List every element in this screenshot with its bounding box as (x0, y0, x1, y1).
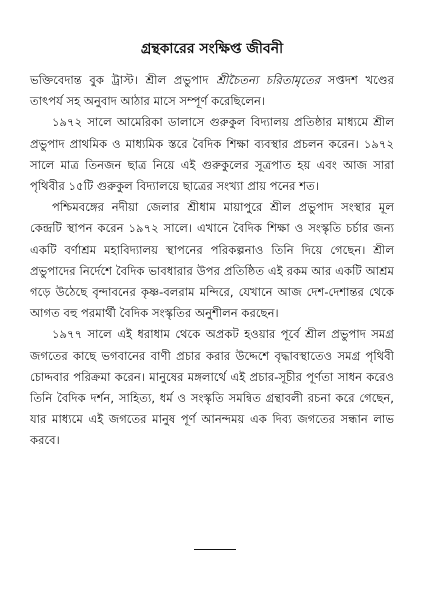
paragraph-1-emphasis: শ্রীচৈতন্য চরিতামৃতের (216, 73, 321, 87)
paragraph-2 (30, 112, 394, 197)
page-heading: গ্রন্থকারের সংক্ষিপ্ত জীবনী (140, 41, 284, 57)
body-text (30, 70, 394, 452)
paragraph-3-text: পশ্চিমবঙ্গের নদীয়া জেলার শ্রীধাম মায়াপুরে শ্রীল প্রভুপাদ সংস্থার মূল কেন্দ্রটি স্থাপন করেন ১৯৭২ সালে। এখানে বৈদিক শিক্ষা ও সংস্কৃতি চর্চার জন্য একটি বর্ণাশ্রম মহাবিদ্যালয় স্থাপনের পরিকল্পনাও তিনি দিয়ে গেছেন। শ্রীল প্রভুপাদের নির্দেশে বৈদিক ভাবধারার উপর প্রতিষ্ঠিত এই রকম আর একটি আশ্রম গড়ে উঠেছে বৃন্দাবনের কৃষ্ণ-বলরাম মন্দিরে, যেখানে আজ দেশ-দেশান্তর থেকে আগত বহু পরমার্থী বৈদিক সংস্কৃতির অনুশীলন করছেন। (30, 200, 394, 321)
paragraph-1 (30, 70, 394, 112)
paragraph-4 (30, 324, 394, 451)
paragraph-2-text: ১৯৭২ সালে আমেরিকা ডালাসে গুরুকুল বিদ্যালয় প্রতিষ্ঠার মাধ্যমে শ্রীল প্রভুপাদ প্রাথমিক ও মাধ্যমিক স্তরে বৈদিক শিক্ষা ব্যবস্থার প্রচলন করেন। ১৯৭২ সালে মাত্র তিনজন ছাত্র নিয়ে এই গুরুকুলের সূত্রপাত হয় এবং আজ সারা পৃথিবীর ১৫টি গুরুকুল বিদ্যালয়ে ছাত্রের সংখ্যা প্রায় পনের শত। (30, 115, 394, 194)
paragraph-3 (30, 197, 394, 324)
end-divider-line (194, 549, 236, 550)
paragraph-1-text-end: সপ্তদশ খণ্ডের তাৎপর্য সহ অনুবাদ আঠার মাসে সম্পূর্ণ করেছিলেন। (30, 73, 394, 109)
paragraph-1-text: ভক্তিবেদান্ত বুক ট্রাস্ট। শ্রীল প্রভুপাদ (30, 73, 217, 87)
paragraph-4-text: ১৯৭৭ সালে এই ধরাধাম থেকে অপ্রকট হওয়ার পূর্বে শ্রীল প্রভুপাদ সমগ্র জগতের কাছে ভগবানের বাণী প্রচার করার উদ্দেশে বৃদ্ধাবস্থাতেও সমগ্র পৃথিবী চোদ্দবার পরিক্রমা করেন। মানুষের মঙ্গলার্থে এই প্রচার-সূচীর পূর্ণতা সাধন করেও তিনি বৈদিক দর্শন, সাহিত্য, ধর্ম ও সংস্কৃতি সমন্বিত গ্রন্থাবলী রচনা করে গেছেন, যার মাধ্যমে এই জগতের মানুষ পূর্ণ আনন্দময় এক দিব্য জগতের সন্ধান লাভ করবে। (30, 327, 394, 448)
